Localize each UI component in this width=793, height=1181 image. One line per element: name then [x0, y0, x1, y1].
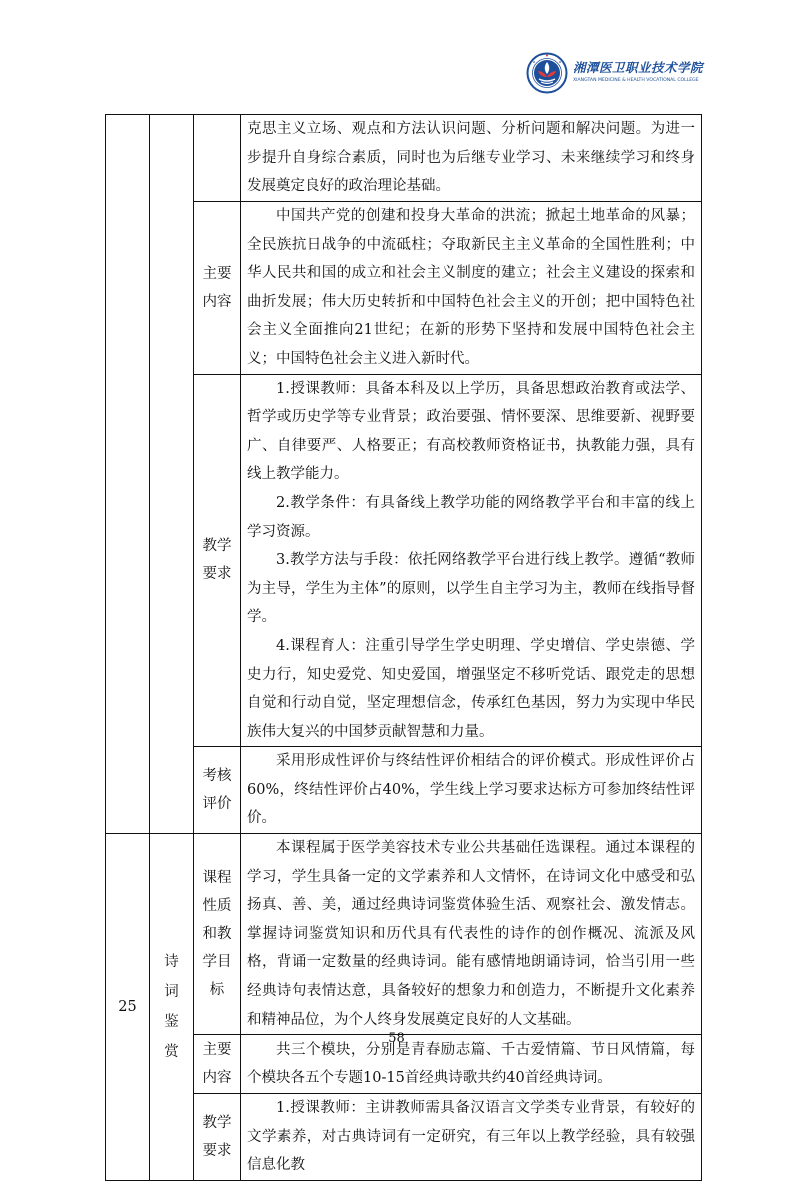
- requirements-text-cell: [241, 1094, 702, 1181]
- course-name-char: 鉴: [164, 1014, 179, 1031]
- course-goal-text: 克思主义立场、观点和方法认识问题、分析问题和解决问题。为进一步提升自身综合素质，同时也为后继专业学习、未来继续学习和终身发展奠定良好的政治理论基础。: [247, 121, 695, 195]
- requirements-text-cell: [241, 374, 702, 747]
- requirements-label: 教学要求: [202, 538, 232, 583]
- table-row: [106, 115, 702, 202]
- table-row: [106, 747, 702, 834]
- course-number-cell: [106, 834, 150, 1181]
- course-name-cell: [150, 834, 194, 1181]
- goal-label-cell: [194, 834, 241, 1035]
- content-label-line: 内容: [202, 1070, 232, 1087]
- goal-label-line: 性质: [202, 898, 232, 915]
- assessment-text-cell: [241, 747, 702, 834]
- course-number: 25: [118, 999, 137, 1016]
- course-name-char: 诗: [164, 954, 179, 971]
- requirements-label-cell: [194, 374, 241, 747]
- table-row: [106, 1094, 702, 1181]
- college-emblem-icon: [526, 52, 568, 94]
- table-row: [106, 374, 702, 747]
- requirement-paragraph: 1.授课教师：具备本科及以上学历，具备思想政治教育或法学、哲学或历史学等专业背景；政治要强、情怀要深、思维要新、视野要广、自律要严、人格要正；有高校教师资格证书，执教能力强，具有线上教学能力。: [247, 380, 695, 483]
- course-table: [105, 114, 702, 1181]
- assessment-label: 考核评价: [202, 768, 232, 813]
- course-goal-text: 本课程属于医学美容技术专业公共基础任选课程。通过本课程的学习，学生具备一定的文学素养和人文情怀，在诗词文化中感受和弘扬真、善、美，通过经典诗词鉴赏体验生活、观察社会、激发情志。掌握诗词鉴赏知识和历代具有代表性的诗作的创作概况、流派及风格，背诵一定数量的经典诗词。能有感情地朗诵诗词，恰当引用一些经典诗句表情达意，具备较好的想象力和创造力，不断提升文化素养和精神品位，为个人终身发展奠定良好的人文基础。: [247, 840, 695, 1028]
- college-name-en: XIANGTAN MEDICINE & HEALTH VOCATIONAL COLLEGE: [573, 78, 699, 83]
- goal-content-cell: [241, 115, 702, 202]
- course-number-cell: [106, 115, 150, 834]
- content-label: 主要内容: [202, 265, 232, 310]
- course-content-text: 中国共产党的创建和投身大革命的洪流；掀起土地革命的风暴；全民族抗日战争的中流砥柱；夺取新民主主义革命的全国性胜利；中华人民共和国的成立和社会主义制度的建立；社会主义建设的探索和曲折发展；伟大历史转折和中国特色社会主义的开创；把中国特色社会主义全面推向21世纪；在新的形势下坚持和发展中国特色社会主义；中国特色社会主义进入新时代。: [247, 208, 695, 367]
- requirement-paragraph: 1.授课教师：主讲教师需具备汉语言文学类专业背景，有较好的文学素养，对古典诗词有一定研究，有三年以上教学经验，具有较强信息化教: [247, 1100, 695, 1174]
- requirement-paragraph: 2.教学条件：有具备线上教学功能的网络教学平台和丰富的线上学习资源。: [247, 494, 695, 540]
- table-row: [106, 834, 702, 1035]
- goal-label-cell: [194, 115, 241, 202]
- requirements-label-cell: [194, 1094, 241, 1181]
- page-number: 58: [388, 1031, 405, 1046]
- college-name-cn: 湘潭医卫职业技术学院: [573, 60, 704, 75]
- course-name-char: 词: [164, 984, 179, 1001]
- requirement-paragraph: 4.课程育人：注重引导学生学史明理、学史增信、学史崇德、学史力行，知史爱党、知史爱国，增强坚定不移听党话、跟党走的思想自觉和行动自觉，坚定理想信念，传承红色基因，努力为实现中华民族伟大复兴的中国梦贡献智慧和力量。: [247, 637, 695, 740]
- goal-label-line: 课程: [202, 870, 232, 887]
- goal-content-cell: [241, 834, 702, 1035]
- requirement-paragraph: 3.教学方法与手段：依托网络教学平台进行线上教学。遵循“教师为主导，学生为主体”的原则，以学生自主学习为主，教师在线指导督学。: [247, 552, 695, 626]
- assessment-text: 采用形成性评价与终结性评价相结合的评价模式。形成性评价占60%，终结性评价占40%，学生线上学习要求达标方可参加终结性评价。: [247, 753, 695, 827]
- course-name-cell: [150, 115, 194, 834]
- course-name-char: 赏: [164, 1044, 179, 1061]
- goal-label-line: 和教: [202, 926, 232, 943]
- course-content-text: 共三个模块，分别是青春励志篇、千古爱情篇、节日风情篇，每个模块各五个专题10-15首经典诗歌共约40首经典诗词。: [247, 1041, 695, 1087]
- college-logo: [526, 52, 704, 96]
- goal-label-line: 标: [209, 982, 225, 999]
- table-row: [106, 202, 702, 375]
- requirements-label-line: 教学: [202, 1115, 232, 1132]
- requirements-label-line: 要求: [202, 1143, 232, 1160]
- content-label-line: 主要: [202, 1042, 232, 1059]
- content-text-cell: [241, 202, 702, 375]
- content-label-cell: [194, 202, 241, 375]
- goal-label-line: 学目: [202, 954, 232, 971]
- assessment-label-cell: [194, 747, 241, 834]
